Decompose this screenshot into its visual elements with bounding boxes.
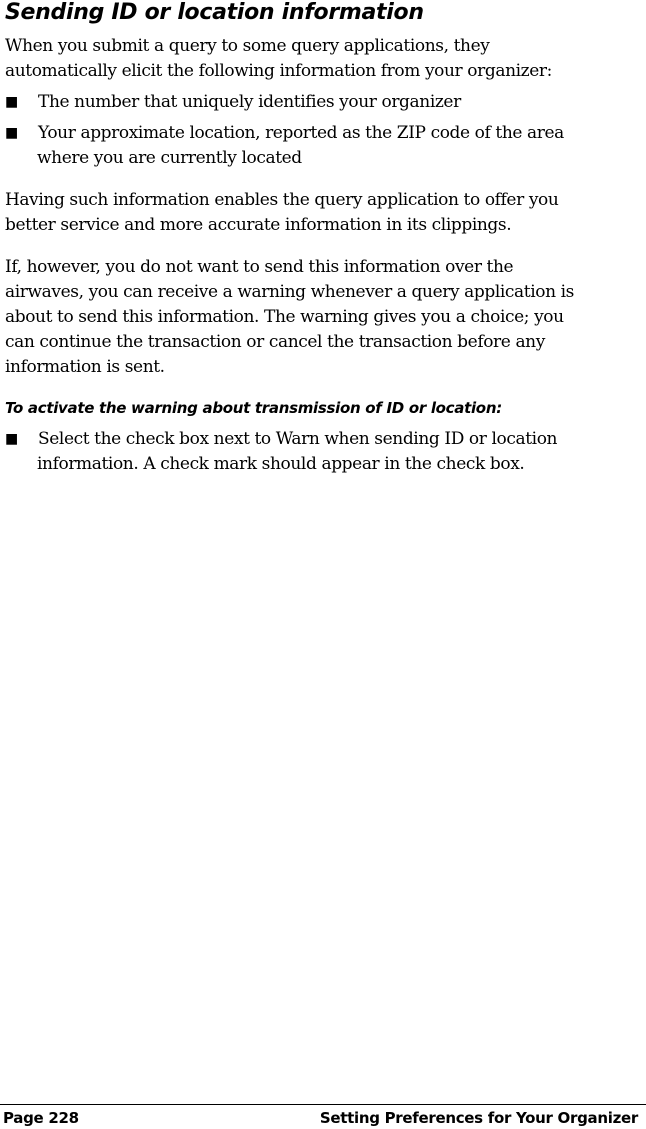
task-step-line-1: Select the check box next to Warn when sending ID or location	[38, 429, 558, 449]
bullet-text	[37, 121, 637, 171]
bullet-item-location	[5, 121, 637, 171]
bullet-line-2: where you are currently located	[37, 148, 302, 168]
benefit-paragraph	[5, 188, 637, 238]
task-step-text	[37, 427, 637, 477]
section-heading: Sending ID or location information	[5, 0, 424, 25]
warning-line-3: about to send this information. The warning gives you a choice; you	[5, 307, 564, 327]
warning-line-5: information is sent.	[5, 357, 165, 377]
bullet-square-icon: ■	[5, 94, 18, 110]
benefit-line-2: better service and more accurate information in its clippings.	[5, 215, 512, 235]
task-step-line-2: information. A check mark should appear in the check box.	[37, 454, 525, 474]
task-heading: To activate the warning about transmission of ID or location:	[5, 399, 502, 417]
intro-line-2: automatically elicit the following information from your organizer:	[5, 61, 552, 81]
chapter-title: Setting Preferences for Your Organizer	[319, 1109, 638, 1127]
warning-line-4: can continue the transaction or cancel the transaction before any	[5, 332, 545, 352]
benefit-line-1: Having such information enables the query application to offer you	[5, 190, 559, 210]
bullet-text	[37, 90, 637, 115]
intro-paragraph	[5, 34, 637, 84]
bullet-square-icon: ■	[5, 125, 18, 141]
footer-divider	[0, 1104, 646, 1105]
bullet-square-icon: ■	[5, 431, 18, 447]
warning-line-2: airwaves, you can receive a warning whenever a query application is	[5, 282, 575, 302]
page-number: Page 228	[3, 1109, 79, 1127]
bullet-line-1: The number that uniquely identifies your organizer	[38, 92, 461, 112]
warning-line-1: If, however, you do not want to send this information over the	[5, 257, 514, 277]
intro-line-1: When you submit a query to some query applications, they	[5, 36, 490, 56]
bullet-item-organizer-id	[5, 90, 637, 115]
warning-paragraph	[5, 255, 637, 380]
task-step	[5, 427, 637, 477]
bullet-line-1: Your approximate location, reported as the ZIP code of the area	[38, 123, 564, 143]
